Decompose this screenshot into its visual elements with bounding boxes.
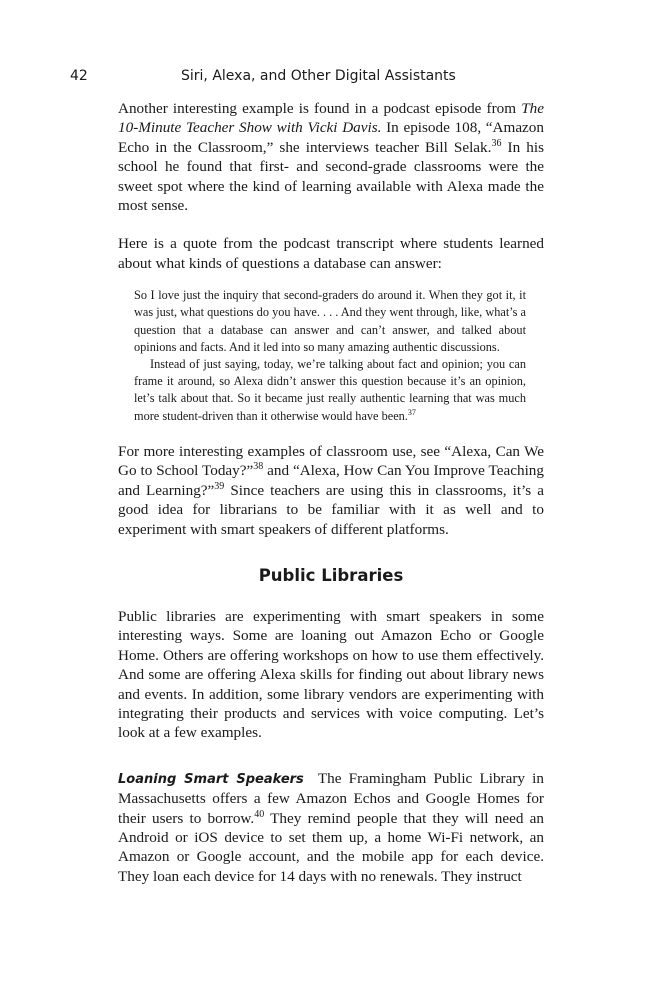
text-run: Since teachers are using this in classrooms, it’s a good idea for librarians to be familiar with it as well and to experiment with smart speakers of different platforms. [118,481,544,538]
quote-paragraph-1: So I love just the inquiry that second-graders do around it. When they got it, it was just, what questions do you have. . . . And they went through, like, what’s a question that a database can answer and can’t answer, and talked about opinions and facts. And it led into so many amazing authentic discussions. [134,288,526,354]
text-run: The Framingham Public Library in Massachusetts offers a few Amazon Echos and Google Homes for their users to borrow. [118,769,548,827]
footnote-ref-40: 40 [254,808,265,820]
section-heading-public-libraries: Public Libraries [258,565,404,585]
text-run: They remind people that they will need an Android or iOS device to set them up, a home Wi-Fi network, an Amazon or Google account, and the mobile app for each device. They loan each device for 14 days with no renewals. They instruct [118,809,544,885]
running-head: Siri, Alexa, and Other Digital Assistants [181,68,456,84]
footnote-ref-38: 38 [253,461,264,473]
quote-paragraph-2 [134,356,526,425]
paragraph-loaning-smart-speakers [118,769,548,886]
body-text [118,99,548,886]
run-in-heading: Loaning Smart Speakers [118,771,304,787]
text-run: For more interesting examples of classroom use, see “Alexa, Can We Go to School Today?” [118,442,544,480]
paragraph-public-libraries: Public libraries are experimenting with smart speakers in some interesting ways. Some are loaning out Amazon Echo or Google Home. Others are offering workshops on how to use them effectively. And some are offering Alexa skills for finding out about library news and events. In addition, some library vendors are experimenting with integrating their products and services with voice computing. Let’s look at a few examples. [118,607,544,742]
footnote-ref-36: 36 [491,137,502,149]
footnote-ref-39: 39 [214,480,225,492]
block-quote [134,287,526,425]
footnote-ref-37: 37 [407,407,416,417]
paragraph-classroom-use [118,442,544,539]
text-run: Instead of just saying, today, we’re talking about fact and opinion; you can frame it around, so Alexa didn’t answer this question because it’s an opinion, let’s talk about that. So it became just really authentic learning that was much more student-driven than it otherwise would have been. [134,357,526,423]
text-run: In his school he found that first- and second-grade classrooms were the sweet spot where the kind of learning available with Alexa made the most sense. [118,138,544,215]
text-run: In episode 108, “Amazon Echo in the Classroom,” she interviews teacher Bill Selak. [118,119,544,156]
page-header [0,68,650,90]
podcast-title: The 10-Minute Teacher Show with Vicki Davis. [118,100,544,137]
paragraph-podcast-example [118,99,544,215]
text-run: Another interesting example is found in a podcast episode from [118,100,522,117]
paragraph-quote-intro: Here is a quote from the podcast transcript where students learned about what kinds of questions a database can answer: [118,235,544,272]
text-run: and “Alexa, How Can You Improve Teaching and Learning?” [118,462,544,499]
page-number: 42 [70,68,88,84]
